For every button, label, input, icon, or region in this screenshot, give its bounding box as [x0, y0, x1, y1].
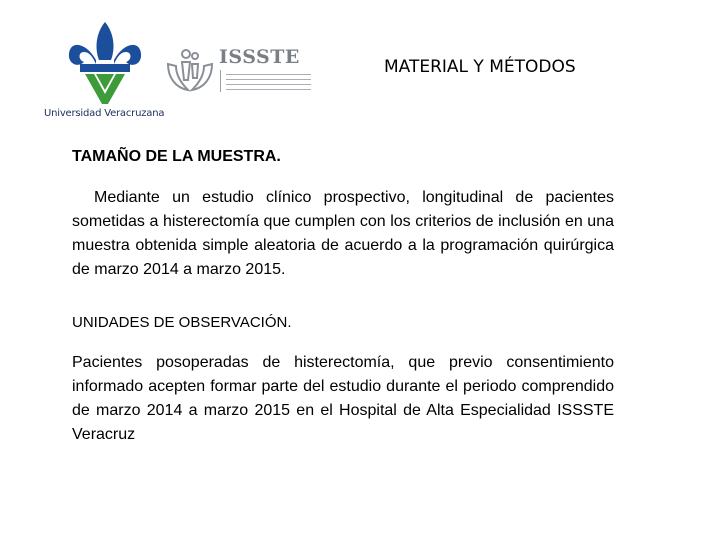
issste-logo-text: ISSSTE: [219, 46, 300, 68]
section-heading-sample-size: TAMAÑO DE LA MUESTRA.: [72, 148, 281, 165]
fleur-de-lis-icon: [66, 20, 144, 108]
issste-logo: [164, 44, 304, 94]
section-body-observation-units: Pacientes posoperadas de histerectomía, que previo consentimiento informado acepten formar parte del estudio durante el periodo comprendido de marzo 2014 a marzo 2015 en el Hospital de Alta Especialidad ISSSTE Veracruz: [72, 354, 614, 443]
issste-emblem-icon: [164, 44, 216, 94]
universidad-veracruzana-logo: [44, 20, 166, 124]
issste-logo-subtitle-lines: [220, 70, 311, 92]
university-logo-text: Universidad Veracruzana: [44, 108, 165, 119]
slide-title: MATERIAL Y MÉTODOS: [384, 57, 576, 77]
section-heading-observation-units: UNIDADES DE OBSERVACIÓN.: [72, 314, 292, 331]
section-body-sample-size: Mediante un estudio clínico prospectivo, longitudinal de pacientes sometidas a histerectomía que cumplen con los criterios de inclusión en una muestra obtenida simple aleatoria de acuerdo a la programación quirúrgica de marzo 2014 a marzo 2015.: [72, 189, 614, 278]
